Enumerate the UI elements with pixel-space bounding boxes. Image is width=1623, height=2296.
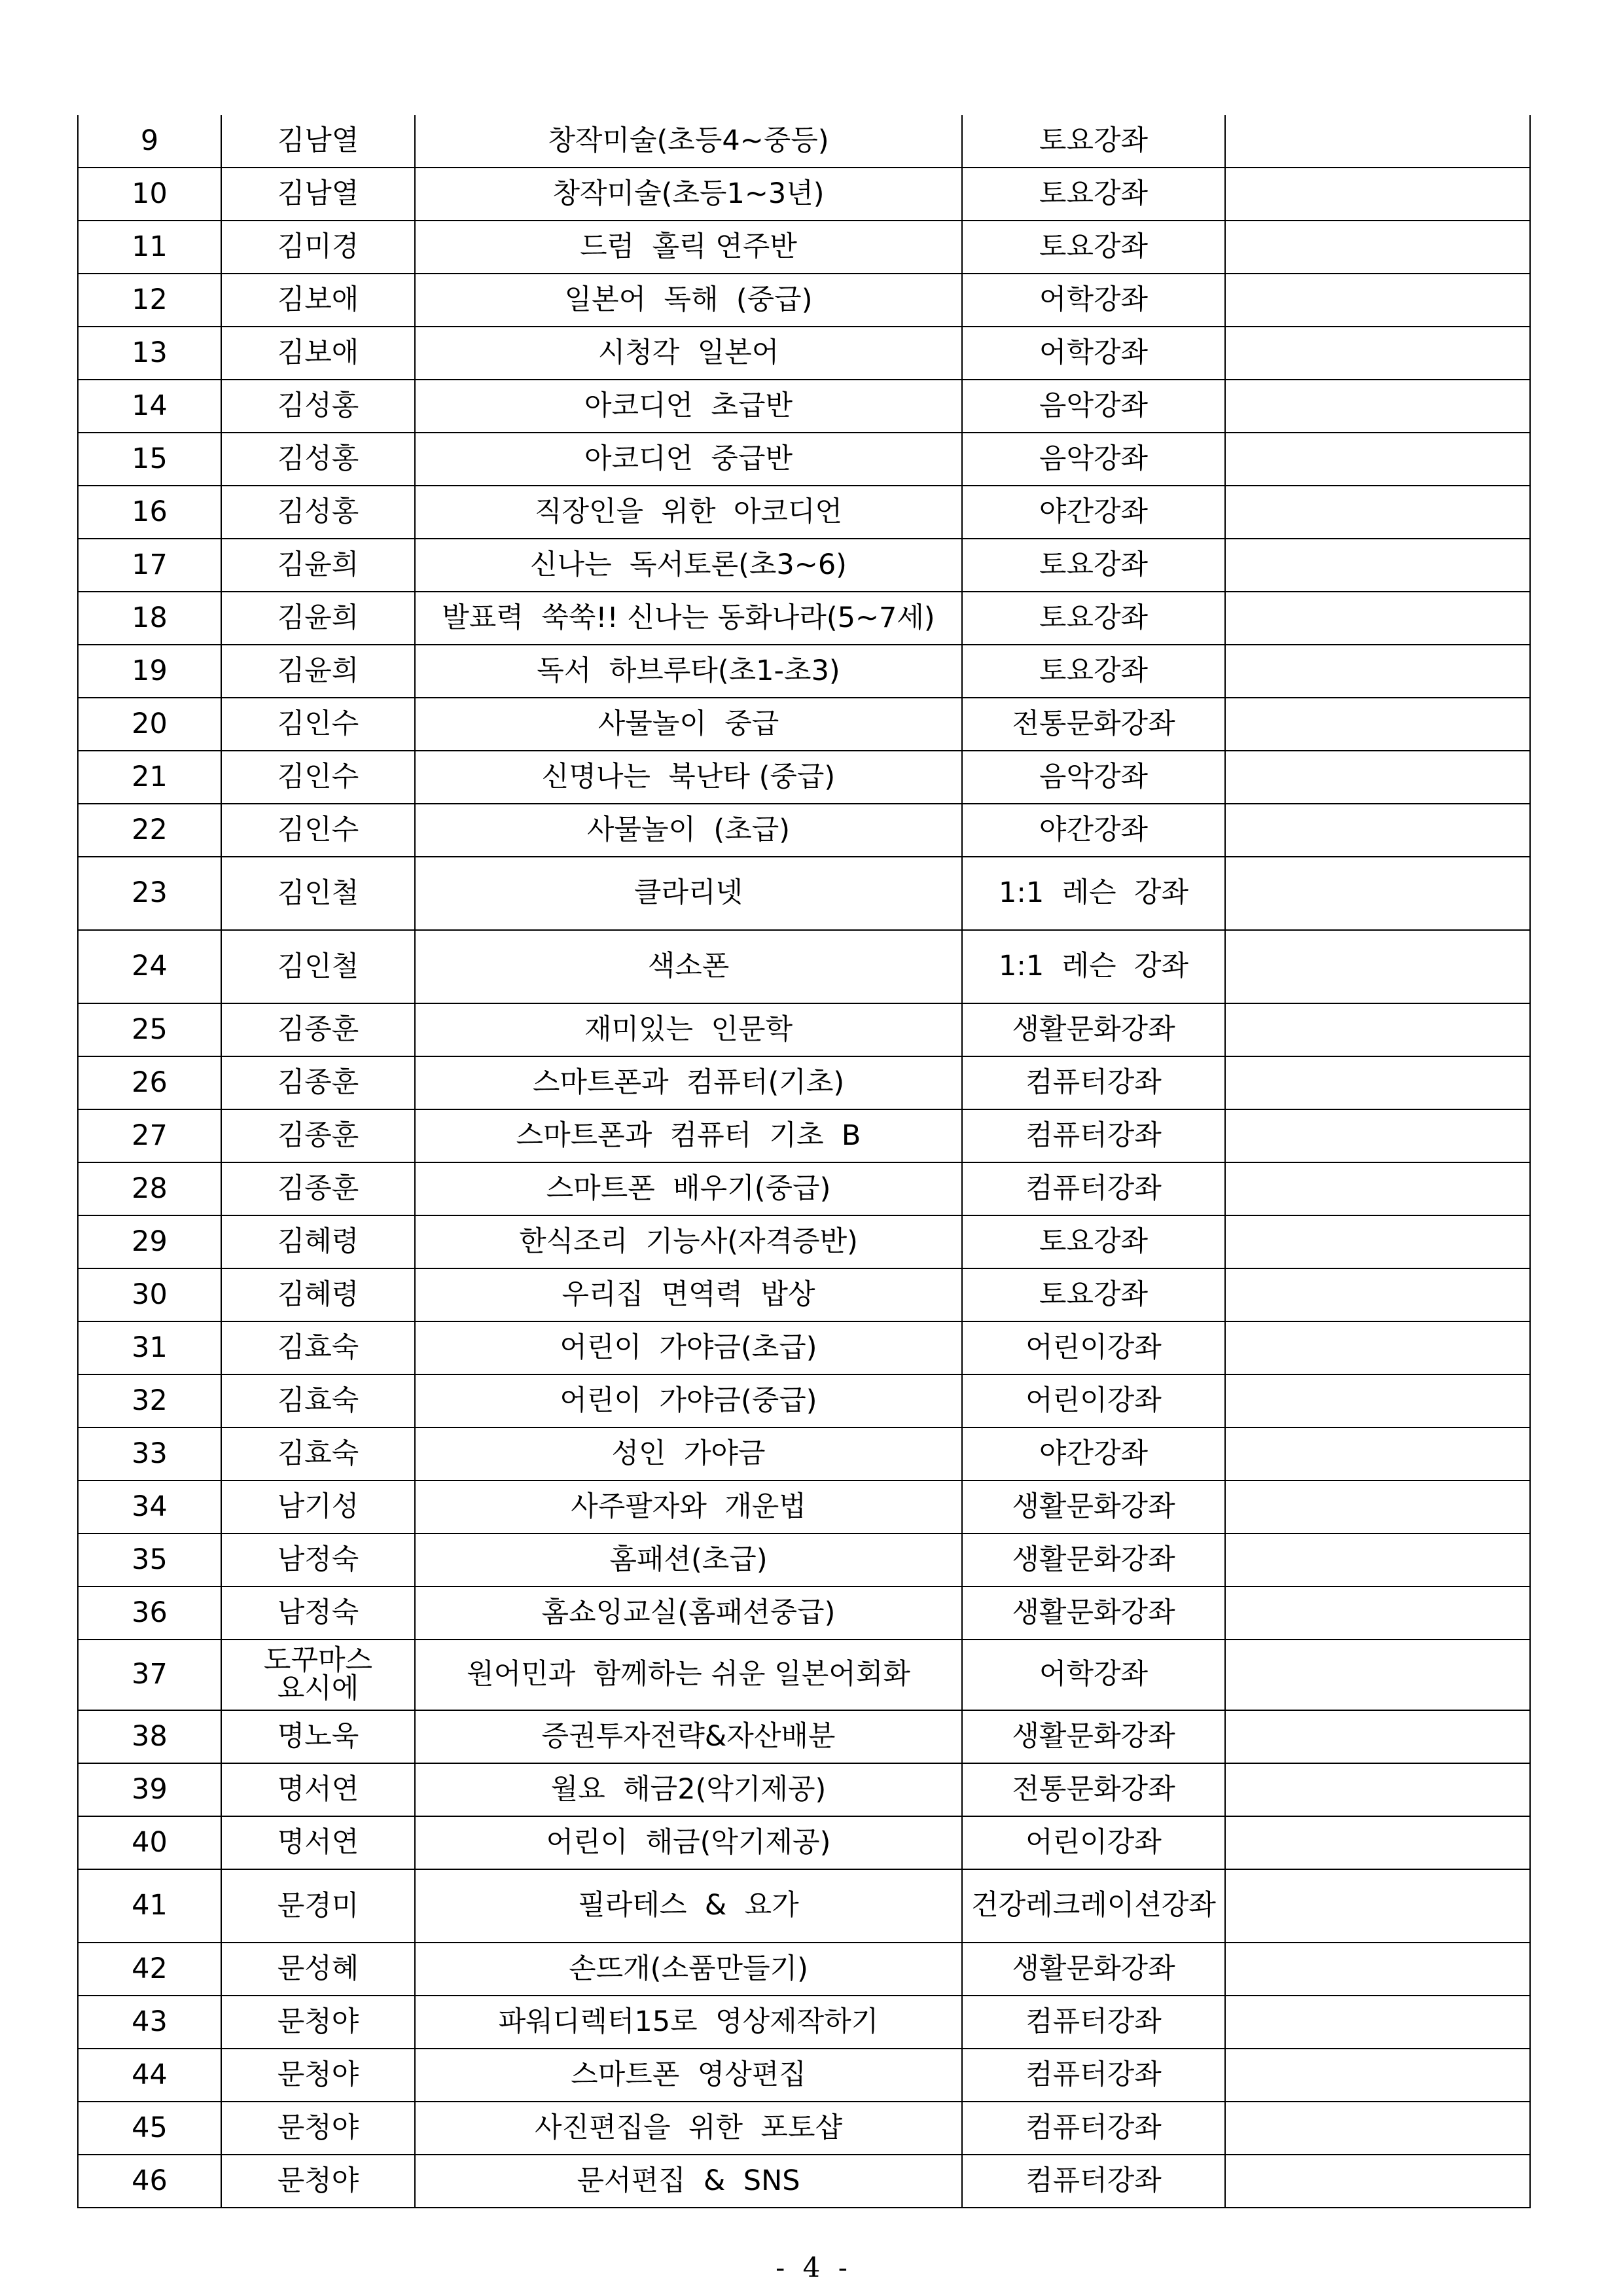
table-row	[78, 115, 1530, 168]
row-number-cell: 41	[78, 1869, 221, 1943]
course-name-cell: 어린이 가야금(초급)	[415, 1321, 962, 1374]
instructor-cell: 문청야	[221, 2155, 415, 2208]
table-row	[78, 1943, 1530, 1996]
course-name-cell: 문서편집 & SNS	[415, 2155, 962, 2208]
category-cell: 어학강좌	[962, 327, 1225, 380]
note-cell	[1225, 1869, 1530, 1943]
course-name-cell: 창작미술(초등1~3년)	[415, 168, 962, 221]
course-name-cell: 독서 하브루타(초1-초3)	[415, 645, 962, 698]
note-cell	[1225, 1109, 1530, 1162]
page-number: - 4 -	[776, 2251, 847, 2284]
category-cell: 어학강좌	[962, 1640, 1225, 1710]
category-cell: 토요강좌	[962, 221, 1225, 274]
table-row	[78, 1321, 1530, 1374]
note-cell	[1225, 592, 1530, 645]
table-row	[78, 1056, 1530, 1109]
row-number-cell: 19	[78, 645, 221, 698]
category-cell: 토요강좌	[962, 115, 1225, 168]
table-row	[78, 592, 1530, 645]
row-number-cell: 18	[78, 592, 221, 645]
instructor-cell: 김성홍	[221, 486, 415, 539]
course-name-cell: 파워디렉터15로 영상제작하기	[415, 1996, 962, 2049]
course-name-cell: 사주팔자와 개운법	[415, 1480, 962, 1534]
table-row	[78, 1215, 1530, 1268]
category-cell: 토요강좌	[962, 1215, 1225, 1268]
table-row	[78, 1763, 1530, 1816]
table-row	[78, 1427, 1530, 1480]
note-cell	[1225, 698, 1530, 751]
course-name-cell: 사진편집을 위한 포토샵	[415, 2102, 962, 2155]
instructor-cell: 김남열	[221, 168, 415, 221]
row-number-cell: 20	[78, 698, 221, 751]
row-number-cell: 35	[78, 1534, 221, 1587]
row-number-cell: 42	[78, 1943, 221, 1996]
instructor-cell: 김윤희	[221, 645, 415, 698]
note-cell	[1225, 1427, 1530, 1480]
instructor-cell: 문청야	[221, 1996, 415, 2049]
note-cell	[1225, 221, 1530, 274]
row-number-cell: 9	[78, 115, 221, 168]
table-row	[78, 698, 1530, 751]
instructor-cell: 김종훈	[221, 1109, 415, 1162]
row-number-cell: 30	[78, 1268, 221, 1321]
instructor-cell: 남정숙	[221, 1587, 415, 1640]
note-cell	[1225, 1710, 1530, 1763]
note-cell	[1225, 2102, 1530, 2155]
row-number-cell: 25	[78, 1003, 221, 1056]
instructor-cell: 김종훈	[221, 1162, 415, 1215]
note-cell	[1225, 1480, 1530, 1534]
course-name-cell: 한식조리 기능사(자격증반)	[415, 1215, 962, 1268]
table-row	[78, 433, 1530, 486]
note-cell	[1225, 274, 1530, 327]
course-name-cell: 스마트폰과 컴퓨터 기초 B	[415, 1109, 962, 1162]
category-cell: 전통문화강좌	[962, 698, 1225, 751]
table-row	[78, 751, 1530, 804]
note-cell	[1225, 1763, 1530, 1816]
category-cell: 야간강좌	[962, 804, 1225, 857]
course-name-cell: 사물놀이 중급	[415, 698, 962, 751]
category-cell: 어린이강좌	[962, 1816, 1225, 1869]
category-cell: 어학강좌	[962, 274, 1225, 327]
instructor-cell: 김효숙	[221, 1427, 415, 1480]
note-cell	[1225, 2155, 1530, 2208]
instructor-cell: 명서연	[221, 1763, 415, 1816]
row-number-cell: 12	[78, 274, 221, 327]
category-cell: 건강레크레이션강좌	[962, 1869, 1225, 1943]
table-row	[78, 2102, 1530, 2155]
category-cell: 컴퓨터강좌	[962, 1056, 1225, 1109]
table-row	[78, 168, 1530, 221]
category-cell: 토요강좌	[962, 168, 1225, 221]
row-number-cell: 33	[78, 1427, 221, 1480]
row-number-cell: 29	[78, 1215, 221, 1268]
category-cell: 토요강좌	[962, 539, 1225, 592]
note-cell	[1225, 115, 1530, 168]
course-name-cell: 월요 해금2(악기제공)	[415, 1763, 962, 1816]
note-cell	[1225, 1268, 1530, 1321]
row-number-cell: 46	[78, 2155, 221, 2208]
category-cell: 야간강좌	[962, 1427, 1225, 1480]
instructor-cell: 문청야	[221, 2049, 415, 2102]
row-number-cell: 38	[78, 1710, 221, 1763]
table-row	[78, 1374, 1530, 1427]
table-row	[78, 1268, 1530, 1321]
category-cell: 어린이강좌	[962, 1321, 1225, 1374]
table-row	[78, 486, 1530, 539]
course-name-cell: 홈쇼잉교실(홈패션중급)	[415, 1587, 962, 1640]
category-cell: 토요강좌	[962, 645, 1225, 698]
course-name-cell: 스마트폰과 컴퓨터(기초)	[415, 1056, 962, 1109]
note-cell	[1225, 930, 1530, 1003]
course-name-cell: 사물놀이 (초급)	[415, 804, 962, 857]
row-number-cell: 32	[78, 1374, 221, 1427]
row-number-cell: 28	[78, 1162, 221, 1215]
course-name-cell: 필라테스 & 요가	[415, 1869, 962, 1943]
table-row	[78, 1710, 1530, 1763]
table-row	[78, 327, 1530, 380]
note-cell	[1225, 1534, 1530, 1587]
course-name-cell: 아코디언 초급반	[415, 380, 962, 433]
category-cell: 컴퓨터강좌	[962, 1162, 1225, 1215]
note-cell	[1225, 486, 1530, 539]
category-cell: 어린이강좌	[962, 1374, 1225, 1427]
note-cell	[1225, 433, 1530, 486]
category-cell: 생활문화강좌	[962, 1480, 1225, 1534]
table-row	[78, 857, 1530, 930]
row-number-cell: 23	[78, 857, 221, 930]
instructor-cell: 김효숙	[221, 1321, 415, 1374]
instructor-cell: 김인수	[221, 698, 415, 751]
note-cell	[1225, 1587, 1530, 1640]
table-row	[78, 804, 1530, 857]
course-name-cell: 클라리넷	[415, 857, 962, 930]
note-cell	[1225, 857, 1530, 930]
category-cell: 생활문화강좌	[962, 1943, 1225, 1996]
instructor-cell: 문청야	[221, 2102, 415, 2155]
note-cell	[1225, 1943, 1530, 1996]
row-number-cell: 34	[78, 1480, 221, 1534]
note-cell	[1225, 1640, 1530, 1710]
course-name-cell: 색소폰	[415, 930, 962, 1003]
course-name-cell: 홈패션(초급)	[415, 1534, 962, 1587]
category-cell: 컴퓨터강좌	[962, 2102, 1225, 2155]
course-table-body	[78, 115, 1530, 2208]
instructor-cell: 김인철	[221, 930, 415, 1003]
category-cell: 컴퓨터강좌	[962, 1109, 1225, 1162]
table-row	[78, 2155, 1530, 2208]
instructor-cell: 김종훈	[221, 1056, 415, 1109]
instructor-cell: 김인수	[221, 804, 415, 857]
instructor-cell: 김윤희	[221, 592, 415, 645]
category-cell: 음악강좌	[962, 433, 1225, 486]
course-name-cell: 창작미술(초등4~중등)	[415, 115, 962, 168]
instructor-cell: 김성홍	[221, 433, 415, 486]
table-row	[78, 1816, 1530, 1869]
category-cell: 생활문화강좌	[962, 1003, 1225, 1056]
note-cell	[1225, 1003, 1530, 1056]
course-name-cell: 발표력 쑥쑥!! 신나는 동화나라(5~7세)	[415, 592, 962, 645]
table-row	[78, 1587, 1530, 1640]
note-cell	[1225, 1162, 1530, 1215]
instructor-cell: 명서연	[221, 1816, 415, 1869]
table-row	[78, 1480, 1530, 1534]
row-number-cell: 36	[78, 1587, 221, 1640]
table-row	[78, 1003, 1530, 1056]
course-name-cell: 아코디언 중급반	[415, 433, 962, 486]
course-name-cell: 스마트폰 배우기(중급)	[415, 1162, 962, 1215]
row-number-cell: 45	[78, 2102, 221, 2155]
category-cell: 생활문화강좌	[962, 1534, 1225, 1587]
course-name-cell: 성인 가야금	[415, 1427, 962, 1480]
category-cell: 음악강좌	[962, 751, 1225, 804]
course-name-cell: 손뜨개(소품만들기)	[415, 1943, 962, 1996]
category-cell: 1:1 레슨 강좌	[962, 857, 1225, 930]
table-row	[78, 221, 1530, 274]
course-name-cell: 일본어 독해 (중급)	[415, 274, 962, 327]
course-name-cell: 직장인을 위한 아코디언	[415, 486, 962, 539]
category-cell: 음악강좌	[962, 380, 1225, 433]
course-name-cell: 신명나는 북난타 (중급)	[415, 751, 962, 804]
note-cell	[1225, 168, 1530, 221]
note-cell	[1225, 1056, 1530, 1109]
note-cell	[1225, 1816, 1530, 1869]
instructor-cell: 김종훈	[221, 1003, 415, 1056]
row-number-cell: 37	[78, 1640, 221, 1710]
note-cell	[1225, 380, 1530, 433]
row-number-cell: 14	[78, 380, 221, 433]
instructor-cell: 김효숙	[221, 1374, 415, 1427]
note-cell	[1225, 1321, 1530, 1374]
course-name-cell: 어린이 가야금(중급)	[415, 1374, 962, 1427]
note-cell	[1225, 645, 1530, 698]
row-number-cell: 17	[78, 539, 221, 592]
category-cell: 컴퓨터강좌	[962, 1996, 1225, 2049]
course-name-cell: 시청각 일본어	[415, 327, 962, 380]
row-number-cell: 16	[78, 486, 221, 539]
category-cell: 1:1 레슨 강좌	[962, 930, 1225, 1003]
course-name-cell: 스마트폰 영상편집	[415, 2049, 962, 2102]
instructor-cell: 김미경	[221, 221, 415, 274]
instructor-cell: 명노욱	[221, 1710, 415, 1763]
table-row	[78, 1109, 1530, 1162]
note-cell	[1225, 1374, 1530, 1427]
table-row	[78, 1162, 1530, 1215]
note-cell	[1225, 751, 1530, 804]
instructor-cell: 김혜령	[221, 1215, 415, 1268]
row-number-cell: 21	[78, 751, 221, 804]
table-row	[78, 1640, 1530, 1710]
instructor-cell: 김인철	[221, 857, 415, 930]
instructor-cell: 문경미	[221, 1869, 415, 1943]
row-number-cell: 26	[78, 1056, 221, 1109]
course-name-cell: 증권투자전략&자산배분	[415, 1710, 962, 1763]
note-cell	[1225, 1215, 1530, 1268]
instructor-cell: 남정숙	[221, 1534, 415, 1587]
row-number-cell: 31	[78, 1321, 221, 1374]
course-name-cell: 우리집 면역력 밥상	[415, 1268, 962, 1321]
table-row	[78, 1534, 1530, 1587]
course-name-cell: 원어민과 함께하는 쉬운 일본어회화	[415, 1640, 962, 1710]
row-number-cell: 15	[78, 433, 221, 486]
instructor-cell: 김윤희	[221, 539, 415, 592]
course-name-cell: 어린이 해금(악기제공)	[415, 1816, 962, 1869]
row-number-cell: 44	[78, 2049, 221, 2102]
category-cell: 컴퓨터강좌	[962, 2155, 1225, 2208]
table-row	[78, 1996, 1530, 2049]
category-cell: 토요강좌	[962, 1268, 1225, 1321]
instructor-cell: 김성홍	[221, 380, 415, 433]
row-number-cell: 11	[78, 221, 221, 274]
instructor-cell: 김인수	[221, 751, 415, 804]
row-number-cell: 10	[78, 168, 221, 221]
note-cell	[1225, 327, 1530, 380]
instructor-cell: 김남열	[221, 115, 415, 168]
course-name-cell: 신나는 독서토론(초3~6)	[415, 539, 962, 592]
row-number-cell: 27	[78, 1109, 221, 1162]
category-cell: 컴퓨터강좌	[962, 2049, 1225, 2102]
row-number-cell: 40	[78, 1816, 221, 1869]
course-name-cell: 드럼 홀릭 연주반	[415, 221, 962, 274]
category-cell: 토요강좌	[962, 592, 1225, 645]
course-name-cell: 재미있는 인문학	[415, 1003, 962, 1056]
table-row	[78, 274, 1530, 327]
table-row	[78, 380, 1530, 433]
table-row	[78, 2049, 1530, 2102]
table-row	[78, 930, 1530, 1003]
category-cell: 생활문화강좌	[962, 1587, 1225, 1640]
row-number-cell: 22	[78, 804, 221, 857]
instructor-cell: 김혜령	[221, 1268, 415, 1321]
row-number-cell: 43	[78, 1996, 221, 2049]
note-cell	[1225, 1996, 1530, 2049]
category-cell: 전통문화강좌	[962, 1763, 1225, 1816]
note-cell	[1225, 539, 1530, 592]
category-cell: 야간강좌	[962, 486, 1225, 539]
note-cell	[1225, 2049, 1530, 2102]
table-row	[78, 645, 1530, 698]
row-number-cell: 24	[78, 930, 221, 1003]
category-cell: 생활문화강좌	[962, 1710, 1225, 1763]
instructor-cell: 도꾸마스 요시에	[221, 1640, 415, 1710]
instructor-cell: 문성혜	[221, 1943, 415, 1996]
row-number-cell: 39	[78, 1763, 221, 1816]
instructor-cell: 김보애	[221, 327, 415, 380]
row-number-cell: 13	[78, 327, 221, 380]
table-row	[78, 1869, 1530, 1943]
instructor-cell: 남기성	[221, 1480, 415, 1534]
course-table	[77, 115, 1531, 2208]
note-cell	[1225, 804, 1530, 857]
table-row	[78, 539, 1530, 592]
instructor-cell: 김보애	[221, 274, 415, 327]
